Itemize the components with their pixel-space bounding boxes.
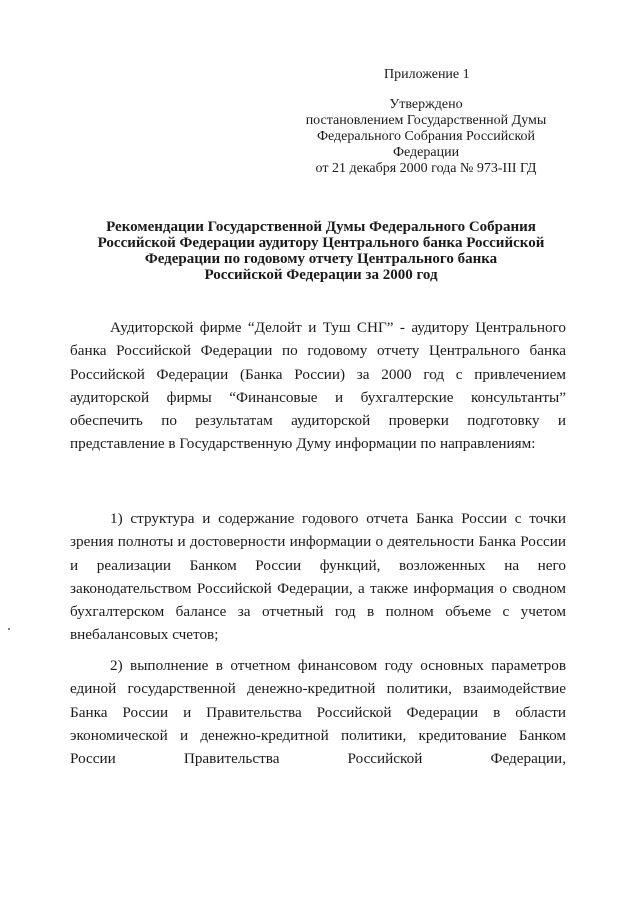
approval-line: Федерального Собрания Российской	[316, 129, 536, 144]
approval-line: Утверждено	[389, 97, 463, 112]
annex-label: Приложение 1	[384, 67, 470, 82]
title-line: Российской Федерации аудитору Центрального банка Российской	[97, 235, 545, 251]
scan-speck	[8, 628, 10, 630]
title-line: Российской Федерации за 2000 год	[204, 267, 438, 283]
approval-line: от 21 декабря 2000 года № 973-III ГД	[315, 161, 537, 176]
approval-line: Федерации	[392, 145, 460, 160]
approval-block	[292, 97, 560, 177]
document-title	[80, 219, 562, 283]
paragraph-item-1: 1) структура и содержание годового отчета Банка России с точки зрения полноты и достоверности информации о деятельности Банка России и реализации Банком России функций, возложенных на него законодательством Российской Федерации, а также информация о сводном бухгалтерском балансе за отчетный год в полном объеме с учетом внебалансовых счетов;	[70, 510, 566, 644]
title-line: Рекомендации Государственной Думы Федерального Собрания	[106, 219, 536, 235]
title-line: Федерации по годовому отчету Центрального банка	[144, 251, 498, 267]
approval-line: постановлением Государственной Думы	[305, 113, 547, 128]
paragraph-item-2: 2) выполнение в отчетном финансовом году основных параметров единой государственной денежно-кредитной политики, взаимодействие Банка России и Правительства Российской Федерации в области экономической и денежно-кредитной политики, кредитование Банком России Правительства Российской Федерации,	[70, 657, 566, 768]
paragraph-intro: Аудиторской фирме “Делойт и Туш СНГ” - аудитору Центрального банка Российской Федерации по годовому отчету Центрального банка Российской Федерации (Банка России) за 2000 год с привлечением аудиторской фирмы “Финансовые и бухгалтерские консультанты” обеспечить по результатам аудиторской проверки подготовку и представление в Государственную Думу информации по направлениям:	[70, 319, 566, 453]
